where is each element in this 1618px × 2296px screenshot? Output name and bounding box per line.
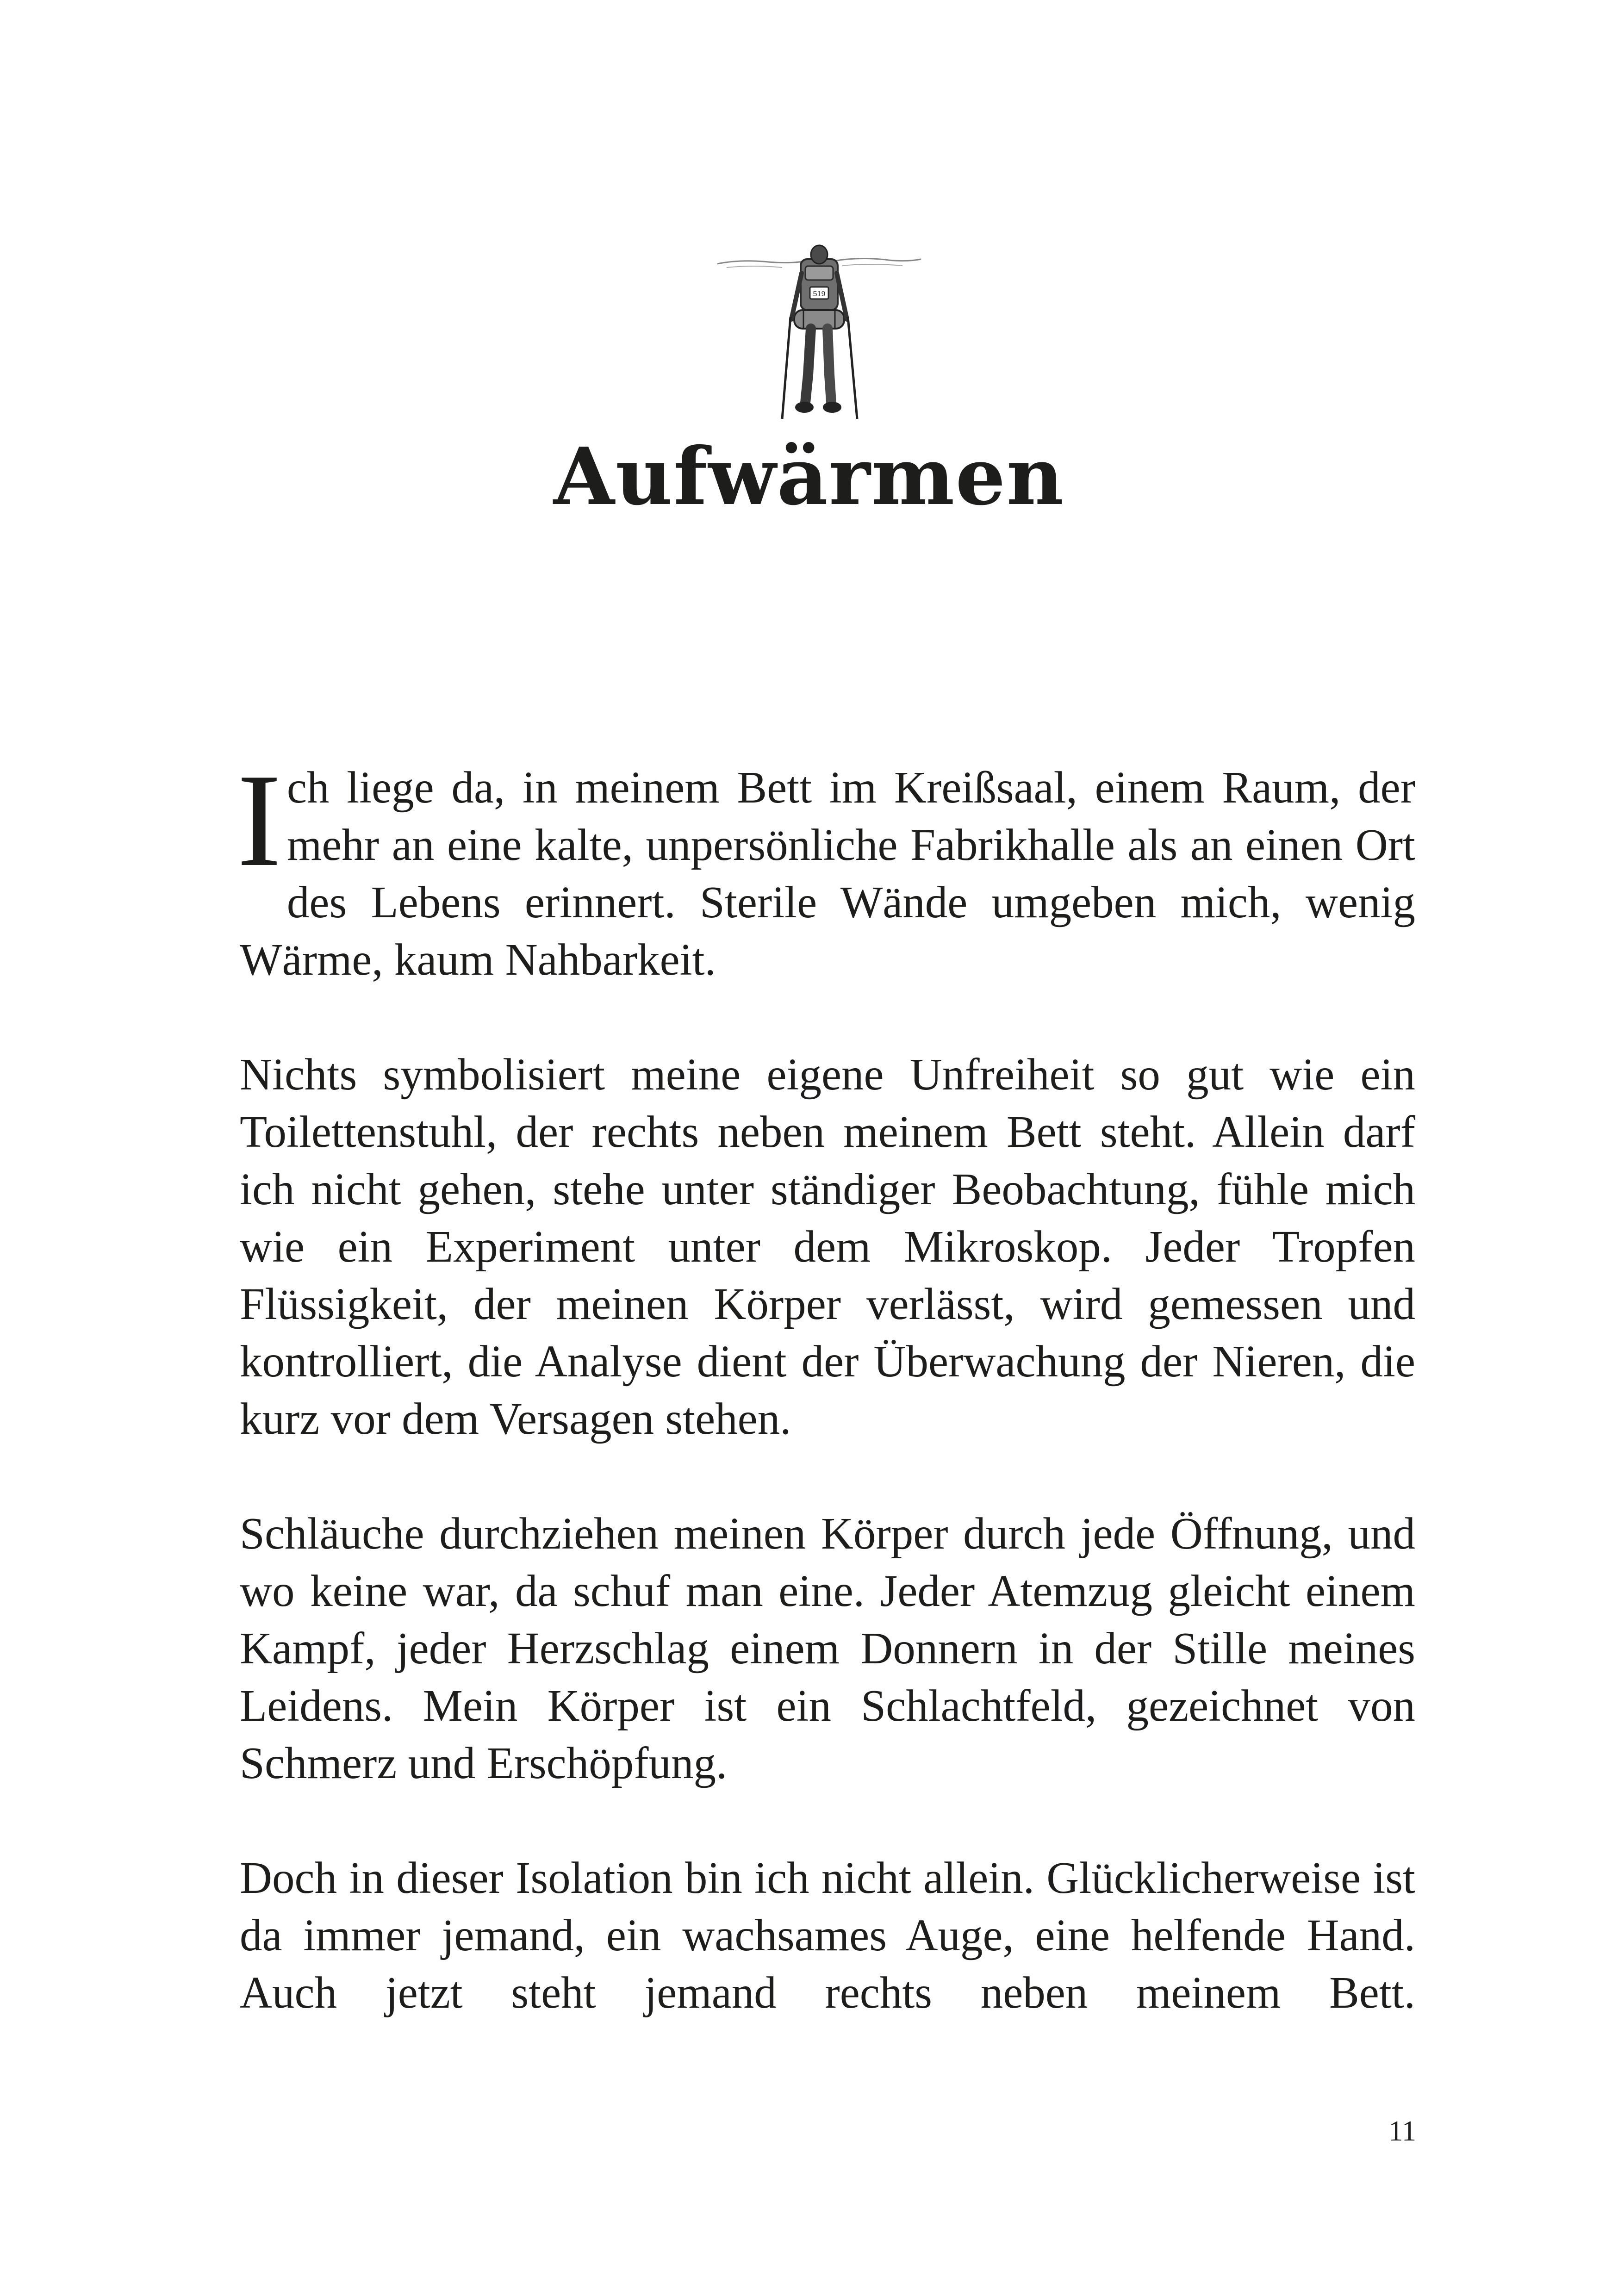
paragraph-1 — [237, 747, 1415, 989]
chapter-body — [237, 747, 1415, 2079]
paragraph-2: Nichts symbolisiert meine eigene Unfreiheit so gut wie ein Toilettenstuhl, der rechts neben meinem Bett steht. Allein darf ich nicht gehen, stehe unter ständiger Beobachtung, fühle mich wie ein Experiment unter dem Mikroskop. Jeder Tropfen Flüssigkeit, der meinen Körper verlässt, wird gemessen und kontrolliert, die Analyse dient der Überwachung der Nieren, die kurz vor dem Versagen stehen. — [240, 1050, 1415, 1444]
page-number: 11 — [1388, 2116, 1416, 2147]
drop-cap: I — [237, 747, 281, 894]
hiker-with-backpack-icon — [713, 241, 926, 426]
chapter-title: Aufwärmen — [553, 430, 1065, 523]
paragraph-4: Doch in dieser Isolation bin ich nicht allein. Glücklicherweise ist da immer jemand, ein wachsames Auge, eine helfende Hand. Auch jetzt steht jemand rechts neben meinem Bett. — [240, 1853, 1415, 2017]
paragraph-1-text: ch liege da, in meinem Bett im Kreißsaal, einem Raum, der mehr an eine kalte, unpersönliche Fabrikhalle als an einen Ort des Lebens erinnert. Sterile Wände umgeben mich, wenig Wärme, kaum Nahbarkeit. — [240, 763, 1415, 984]
backpack-number-label: 519 — [813, 290, 826, 298]
paragraph-3: Schläuche durchziehen meinen Körper durch jede Öffnung, und wo keine war, da schuf man eine. Jeder Atemzug gleicht einem Kampf, jeder Herzschlag einem Donnern in der Stille meines Leidens. Mein Körper ist ein Schlachtfeld, gezeichnet von Schmerz und Erschöpfung. — [240, 1509, 1415, 1788]
hiker-illustration — [713, 241, 926, 426]
